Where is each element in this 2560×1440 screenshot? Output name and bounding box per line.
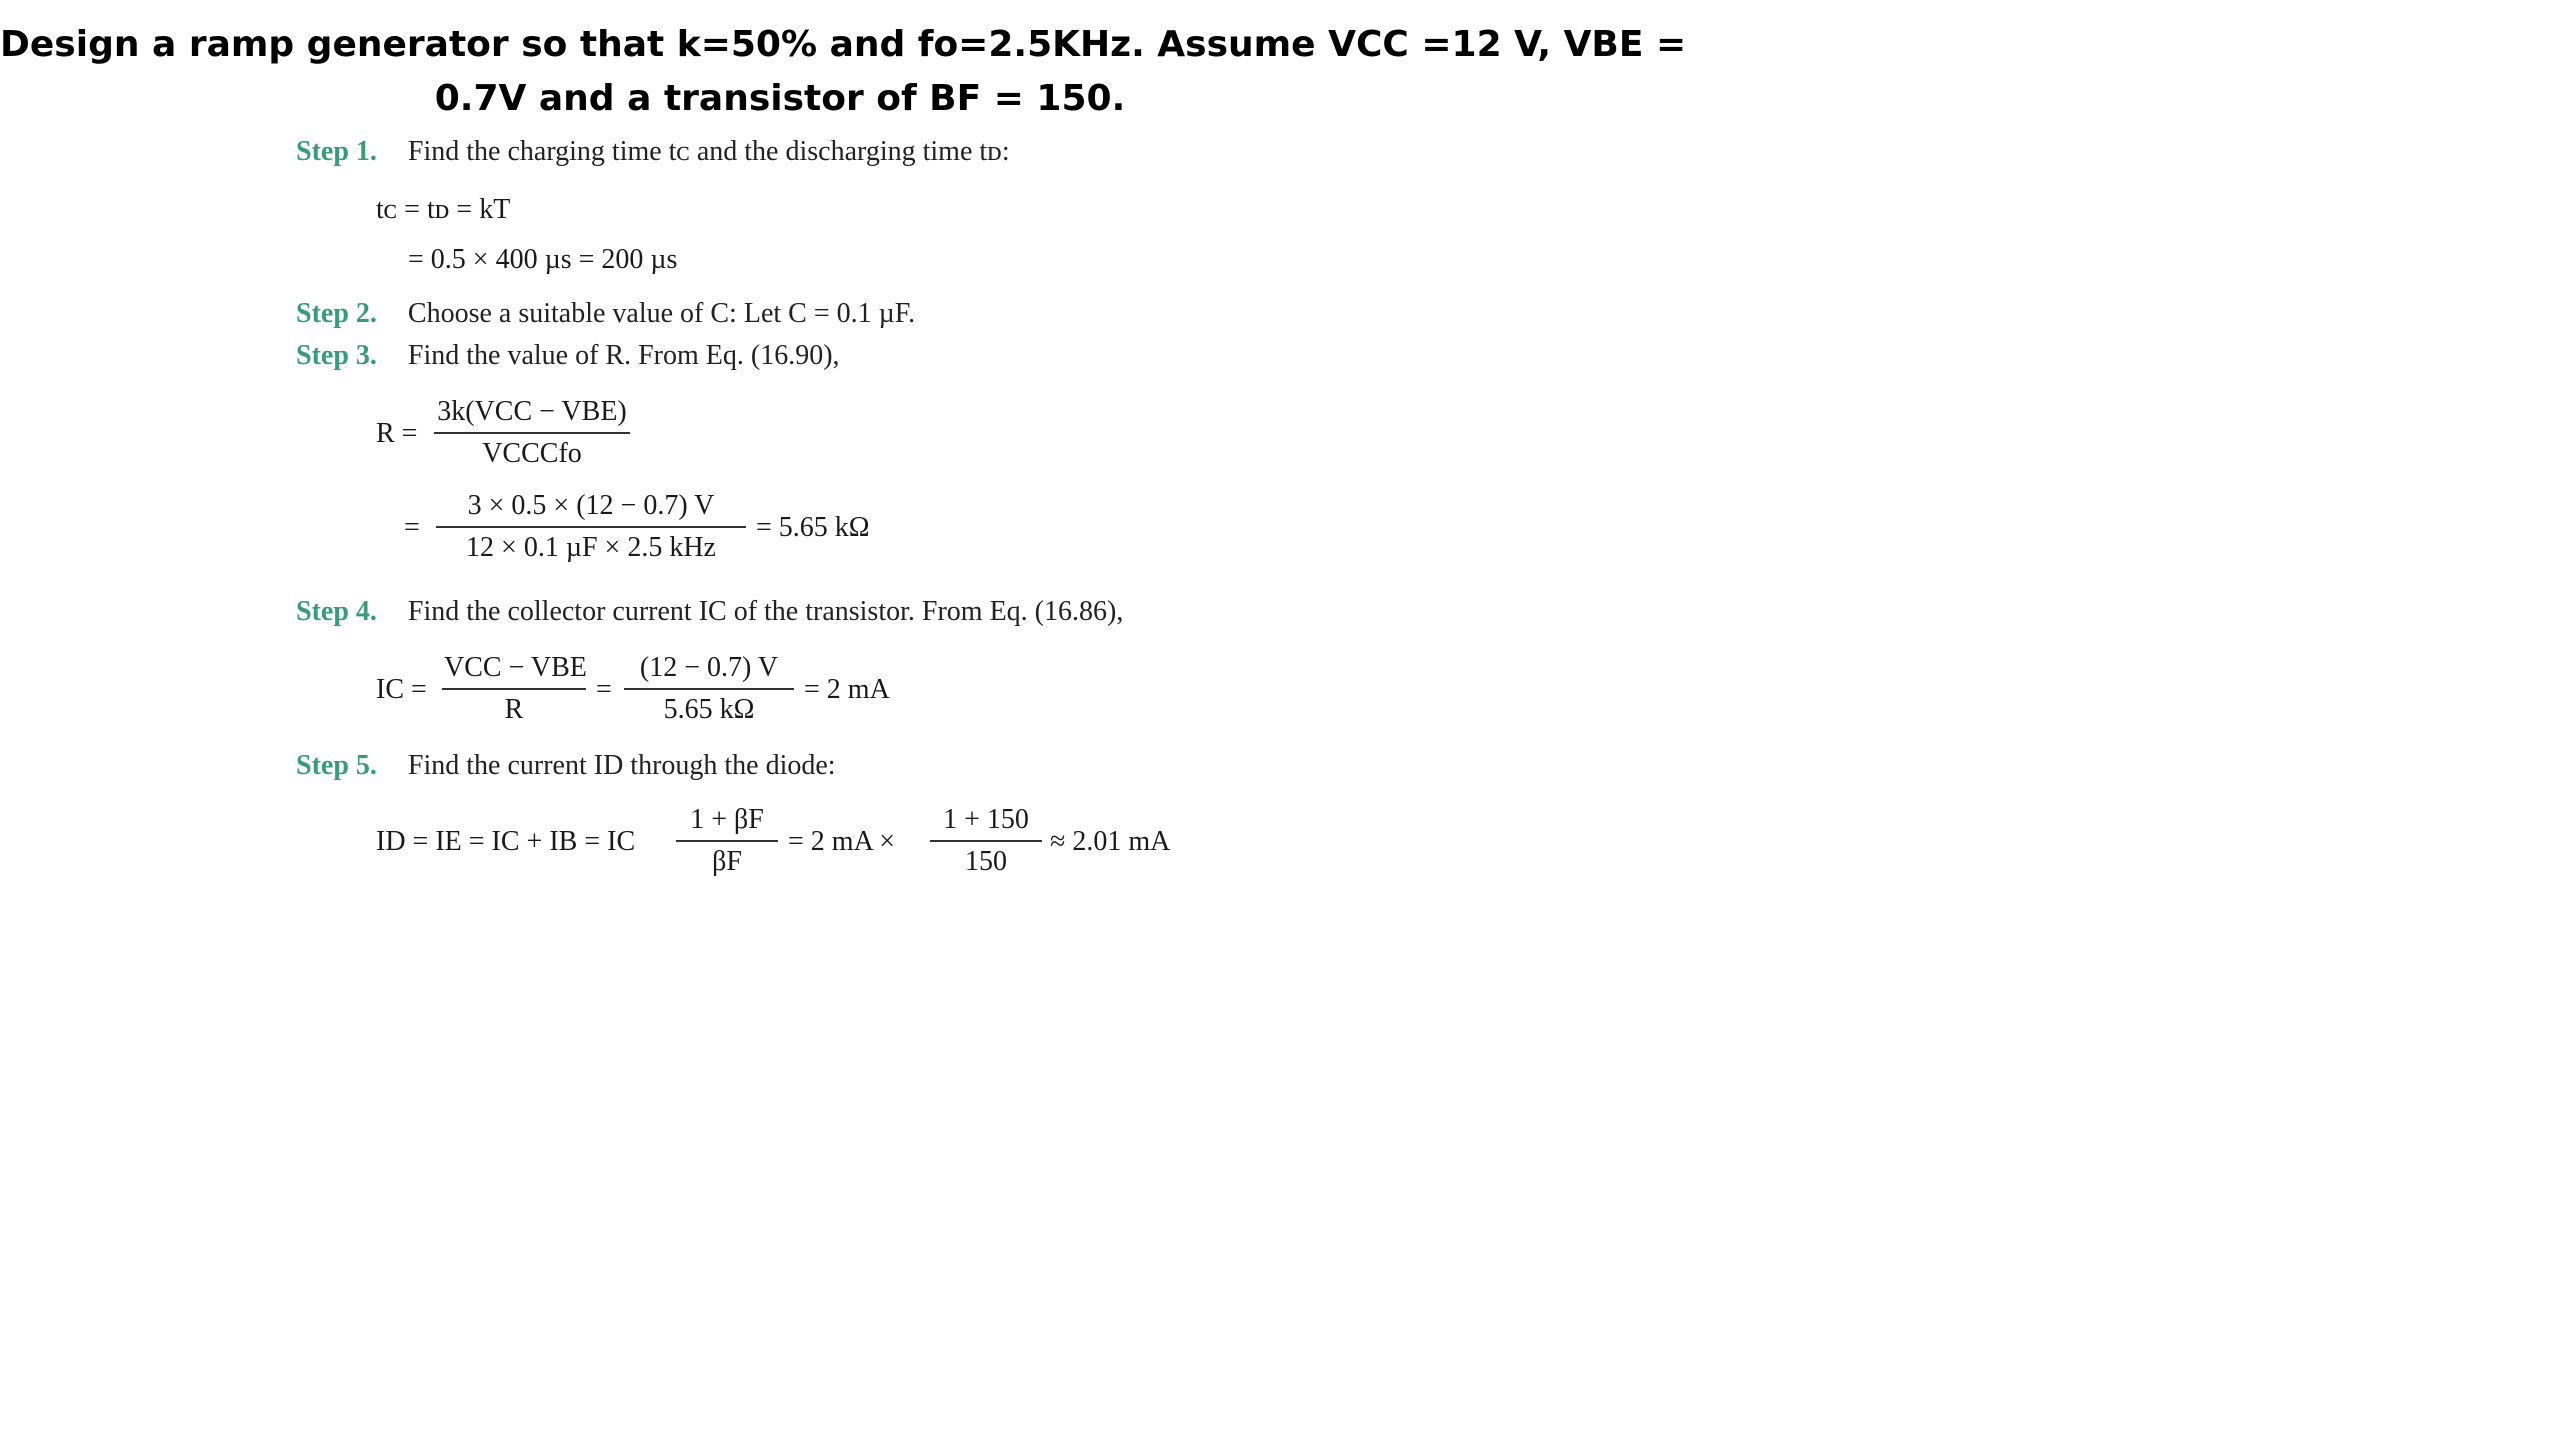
step-text: Find the collector current IC of the transistor. From Eq. (16.86), <box>407 596 1124 627</box>
equation-time-line-1: tᴄ = tᴅ = kT <box>376 194 511 225</box>
step-1 <box>296 136 1010 168</box>
step-text: Choose a suitable value of C: Let C = 0.1 µF. <box>407 298 916 329</box>
numerator: 1 + 150 <box>943 804 1029 835</box>
eq3-fraction-formula <box>434 396 630 470</box>
step-4 <box>296 596 1123 628</box>
eq4-fraction-values <box>624 652 794 726</box>
step-label: Step 1. <box>296 136 377 167</box>
denominator: 5.65 kΩ <box>663 694 755 725</box>
equation-time-line-2: = 0.5 × 400 µs = 200 µs <box>408 244 678 275</box>
denominator: 12 × 0.1 µF × 2.5 kHz <box>466 532 716 563</box>
step-label: Step 3. <box>296 340 377 371</box>
step-text: Find the value of R. From Eq. (16.90), <box>407 340 840 371</box>
eq4-lhs: IC = <box>376 674 427 705</box>
step-label: Step 4. <box>296 596 377 627</box>
eq5-lhs: ID = IE = IC + IB = IC <box>376 826 636 857</box>
numerator: 3 × 0.5 × (12 − 0.7) V <box>467 490 715 521</box>
step-label: Step 2. <box>296 298 377 329</box>
numerator: 1 + βF <box>690 804 764 835</box>
eq5-fraction-values <box>930 804 1042 878</box>
denominator: 150 <box>965 846 1007 877</box>
step-label: Step 5. <box>296 750 377 781</box>
step-text: Find the charging time tᴄ and the discharging time tᴅ: <box>407 136 1010 167</box>
problem-title-line-2: 0.7V and a transistor of BF = 150. <box>434 78 1126 119</box>
denominator: VCCCfo <box>482 438 582 469</box>
step-text: Find the current ID through the diode: <box>407 750 836 781</box>
eq5-result: ≈ 2.01 mA <box>1050 826 1171 857</box>
numerator: (12 − 0.7) V <box>639 652 779 683</box>
eq4-fraction-formula <box>442 652 586 726</box>
eq4-equals: = <box>596 674 612 705</box>
step-5 <box>296 750 836 782</box>
eq5-mid: = 2 mA × <box>788 826 896 857</box>
eq3-result: = 5.65 kΩ <box>756 512 870 543</box>
eq4-result: = 2 mA <box>804 674 890 705</box>
problem-title-line-1: Design a ramp generator so that k=50% and fo=2.5KHz. Assume VCC =12 V, VBE = <box>0 24 1687 65</box>
denominator: R <box>504 694 524 725</box>
step-2 <box>296 298 915 330</box>
eq3-fraction-values <box>436 490 746 564</box>
step-3 <box>296 340 840 372</box>
numerator: 3k(VCC − VBE) <box>437 396 627 427</box>
denominator: βF <box>712 846 742 877</box>
eq3-lhs: R = <box>376 418 418 449</box>
eq5-fraction-formula <box>676 804 778 878</box>
numerator: VCC − VBE <box>444 652 587 683</box>
eq3-equals: = <box>404 512 420 543</box>
